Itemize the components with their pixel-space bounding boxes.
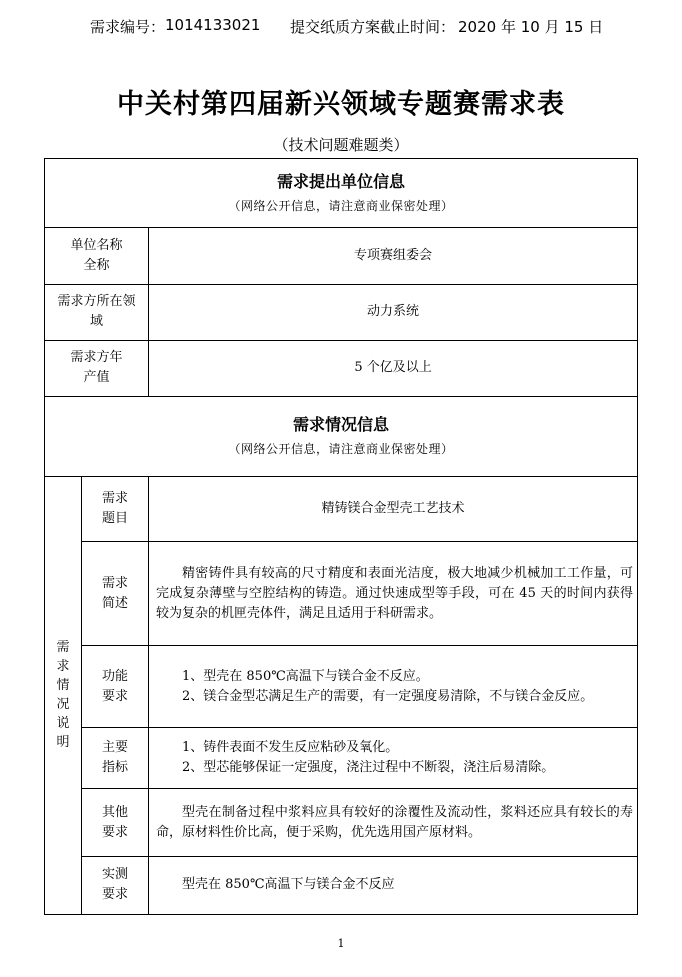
key-indicators-line-1: 1、铸件表面不发生反应粘砂及氧化。 [182, 740, 399, 756]
key-indicators-label: 主要指标 [101, 740, 128, 776]
domain-label: 需求方所在领域 [57, 294, 136, 330]
function-req-line-2: 2、镁合金型芯满足生产的需要，有一定强度易清除，不与镁合金反应。 [182, 688, 594, 704]
unit-section-note: （网络公开信息，请注意商业保密处理） [228, 199, 454, 214]
demand-section-header [45, 397, 638, 477]
deadline-label: 提交纸质方案截止时间： [290, 18, 456, 36]
deadline-value: 2020 年 10 月 15 日 [458, 18, 604, 36]
other-req-label: 其他要求 [101, 804, 128, 840]
demand-summary-label: 需求简述 [101, 575, 128, 611]
unit-name-label: 单位名称全称 [70, 238, 123, 274]
domain-row [45, 284, 638, 340]
function-req-row [45, 646, 638, 728]
key-indicators-row [45, 728, 638, 789]
annual-output-value: 5 个亿及以上 [149, 340, 638, 396]
function-req-line-1: 1、型壳在 850℃高温下与镁合金不反应。 [182, 668, 429, 684]
annual-output-label: 需求方年产值 [70, 350, 123, 386]
demand-section-note: （网络公开信息，请注意商业保密处理） [228, 442, 454, 457]
demand-number: 1014133021 [165, 16, 261, 34]
demand-group-label-cell [45, 476, 82, 914]
demand-title-label: 需求题目 [101, 490, 128, 526]
demand-title-row [45, 476, 638, 541]
demand-title-value: 精铸镁合金型壳工艺技术 [149, 476, 638, 541]
demand-summary-text: 精密铸件具有较高的尺寸精度和表面光洁度，极大地减少机械加工工作量，可完成复杂薄壁与空腔结构的铸造。通过快速成型等手段，可在 45 天的时间内获得较为复杂的机匣壳体件，满足且适用于科研需求。 [156, 565, 634, 621]
domain-value: 动力系统 [149, 284, 638, 340]
unit-section-title: 需求提出单位信息 [277, 172, 406, 192]
unit-section-header [45, 159, 638, 228]
function-req-label: 功能要求 [101, 668, 128, 704]
key-indicators-line-2: 2、型芯能够保证一定强度，浇注过程中不断裂，浇注后易清除。 [182, 760, 555, 776]
page-subtitle: （技术问题难题类） [273, 136, 409, 154]
test-req-text: 型壳在 850℃高温下与镁合金不反应 [182, 877, 395, 893]
demand-group-label: 需求情况说明 [56, 639, 70, 750]
header-line [0, 10, 682, 40]
test-req-label: 实测要求 [101, 867, 128, 903]
other-req-row [45, 789, 638, 856]
test-req-row [45, 856, 638, 914]
demand-summary-row [45, 542, 638, 646]
unit-name-value: 专项赛组委会 [149, 228, 638, 284]
unit-name-row [45, 228, 638, 284]
demand-number-label: 需求编号： [90, 18, 166, 36]
other-req-text: 型壳在制备过程中浆料应具有较好的涂覆性及流动性，浆料还应具有较长的寿命，原材料性价比高，便于采购，优先选用国产原材料。 [156, 804, 634, 840]
demand-section-title: 需求情况信息 [293, 415, 390, 435]
annual-output-row [45, 340, 638, 396]
page-title: 中关村第四届新兴领域专题赛需求表 [117, 89, 565, 120]
demand-form-table [44, 158, 638, 915]
page-number: 1 [337, 937, 345, 950]
